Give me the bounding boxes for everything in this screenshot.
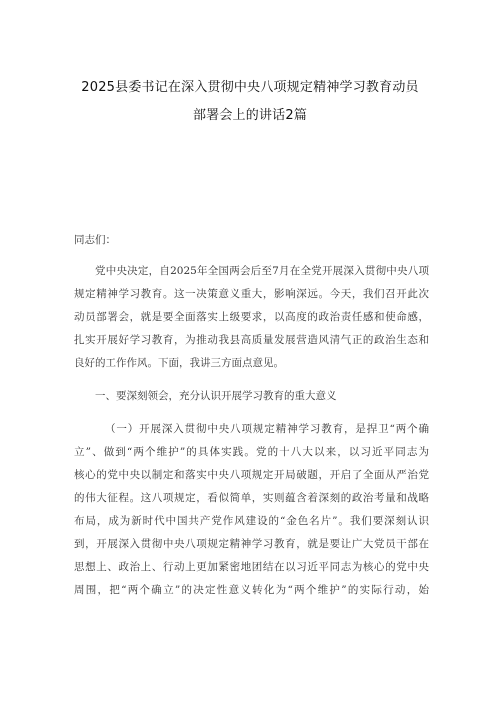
text-line: 周围，把“两个确立”的决定性意义转化为“两个维护”的实际行动，始 bbox=[74, 584, 429, 596]
paragraph-intro bbox=[74, 260, 429, 375]
text-line: 布局，成为新时代中国共产党作风建设的“金色名片”。我们要深刻认识 bbox=[74, 515, 429, 527]
text-line: 核心的党中央以制定和落实中央八项规定开局破题，开启了全面从严治党 bbox=[74, 469, 429, 481]
text-line: 党中央决定，自2025年全国两会后至7月在全党开展深入贯彻中央八项 bbox=[95, 265, 429, 277]
document-body bbox=[74, 229, 429, 602]
text-line: 的伟大征程。这八项规定，看似简单，实则蕴含着深刻的政治考量和战略 bbox=[74, 492, 429, 504]
salutation: 同志们： bbox=[74, 234, 116, 246]
text-line: 良好的工作作风。下面，我讲三方面点意见。 bbox=[74, 357, 284, 369]
title-line-1: 2025县委书记在深入贯彻中央八项规定精神学习教育动员 bbox=[81, 80, 419, 95]
section-heading: 一、要深刻领会，充分认识开展学习教育的重大意义 bbox=[95, 390, 337, 402]
paragraph-section1 bbox=[74, 418, 429, 602]
text-line: 动员部署会，就是要全面落实上级要求，以高度的政治责任感和使命感， bbox=[74, 311, 429, 323]
text-line: 扎实开展好学习教育，为推动我县高质量发展营造风清气正的政治生态和 bbox=[74, 334, 429, 346]
text-line: 思想上、政治上、行动上更加紧密地团结在以习近平同志为核心的党中央 bbox=[74, 561, 429, 573]
text-line: 立”、做到“两个维护”的具体实践。党的十八大以来，以习近平同志为 bbox=[74, 446, 429, 458]
text-line: 到，开展深入贯彻中央八项规定精神学习教育，就是要让广大党员干部在 bbox=[74, 538, 429, 550]
text-line: 规定精神学习教育。这一决策意义重大，影响深远。今天，我们召开此次 bbox=[74, 288, 429, 300]
document-title bbox=[0, 74, 500, 130]
title-line-2: 部署会上的讲话2篇 bbox=[192, 108, 308, 123]
text-line: （一）开展深入贯彻中央八项规定精神学习教育，是捍卫“两个确 bbox=[105, 423, 429, 435]
